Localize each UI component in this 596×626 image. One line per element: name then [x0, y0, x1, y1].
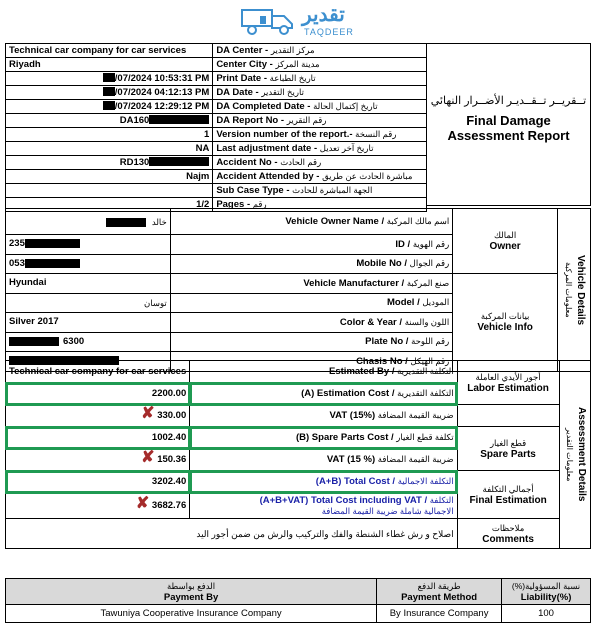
total-vat-value: ✘ 3682.76: [6, 493, 190, 519]
header-label: DA Center - مركز التقدير: [213, 44, 427, 58]
header-value: RD130: [6, 156, 213, 170]
logo-arabic: تقدير: [302, 4, 345, 26]
header-label: Sub Case Type - الجهة المباشرة للحادث: [213, 184, 427, 198]
comments-group: ملاحظات Comments: [457, 519, 559, 549]
header-row: [6, 100, 427, 114]
parts-vat-value: ✘ 150.36: [6, 449, 190, 471]
vehicle-value: خالد: [6, 209, 171, 235]
header-value: Technical car company for car services: [6, 44, 213, 58]
payment-by-header: الدفع بواسطة Payment By: [6, 579, 377, 605]
comments-text: اصلاح و رش غطاء الشنطة والفك والتركيب والرش من ضمن أجور اليد: [6, 519, 458, 549]
spare-parts-cost-label: (B) Spare Parts Cost / تكلفة قطع الغيار: [190, 427, 457, 449]
vehicle-label: Vehicle Manufacturer / صنع المركبة: [170, 274, 452, 294]
redaction: [149, 157, 209, 166]
header-label: Center City - مدينة المركز: [213, 58, 427, 72]
header-label: Last adjustment date - تاريخ آخر تعديل: [213, 142, 427, 156]
vehicle-value: 6300: [6, 332, 171, 352]
header-value: DA160: [6, 114, 213, 128]
redaction: [9, 337, 59, 346]
final-estimation-group: أجمالي التكلفة Final Estimation: [457, 471, 559, 519]
report-title: [427, 43, 591, 206]
redaction: [103, 101, 115, 110]
estimation-cost-label: (A) Estimation Cost / التكلفة التقديرية: [190, 383, 457, 405]
header-value: NA: [6, 142, 213, 156]
header-row: [6, 184, 427, 198]
vehicle-label: ID / رقم الهوية: [170, 235, 452, 255]
vehicle-details-table: [5, 208, 591, 372]
header-label: Accident No - رقم الحادث: [213, 156, 427, 170]
header-row: [6, 44, 427, 58]
assessment-details-section: Assessment Details معلومات التقدير: [559, 361, 590, 549]
reject-x-icon: ✘: [141, 449, 155, 466]
header-row: [6, 86, 427, 100]
header-row: [6, 142, 427, 156]
header-value: /07/2024 04:12:13 PM: [6, 86, 213, 100]
header-value: [6, 184, 213, 198]
estimation-cost-value: 2200.00: [6, 383, 190, 405]
vehicle-value: توسان: [6, 293, 171, 313]
header-value: /07/2024 10:53:31 PM: [6, 72, 213, 86]
vehicle-row: [6, 209, 591, 235]
header-label: DA Report No - رقم التقرير: [213, 114, 427, 128]
total-vat-label: (A+B+VAT) Total Cost including VAT / التكلفة الاجمالية شاملة ضريبة القيمة المضافة: [190, 493, 457, 519]
vehicle-label: Color & Year / اللون والسنة: [170, 313, 452, 333]
header-label: Pages - رقم: [213, 198, 427, 212]
liability-value: 100: [502, 605, 591, 623]
spare-parts-cost-value: 1002.40: [6, 427, 190, 449]
redaction: [106, 218, 146, 227]
estimated-by-value: Technical car company for car services: [6, 361, 190, 383]
assessment-details-table: [5, 360, 591, 549]
vehicle-label: Model / الموديل: [170, 293, 452, 313]
payment-table: [5, 578, 591, 623]
header-row: [6, 170, 427, 184]
total-cost-label: (A+B) Total Cost / التكلفة الاجمالية: [190, 471, 457, 493]
header-label: DA Date - تاريخ التقدير: [213, 86, 427, 100]
header-value: 1: [6, 128, 213, 142]
redaction: [25, 259, 80, 268]
header-row: [6, 128, 427, 142]
payment-method-value: By Insurance Company: [377, 605, 502, 623]
vehicle-value: 235: [6, 235, 171, 255]
vehicle-value: 053: [6, 254, 171, 274]
truck-icon: [240, 6, 300, 36]
liability-header: نسبة المسؤولية(%) Liability(%): [502, 579, 591, 605]
header-label: DA Completed Date - تاريخ إكتمال الحالة: [213, 100, 427, 114]
header-label: Print Date - تاريخ الطباعة: [213, 72, 427, 86]
reject-x-icon: ✘: [141, 405, 155, 422]
logo-english: TAQDEER: [304, 27, 354, 37]
spare-parts-group: قطع الغيار Spare Parts: [457, 427, 559, 471]
header-value: Najm: [6, 170, 213, 184]
redaction: [25, 239, 80, 248]
payment-by-value: Tawuniya Cooperative Insurance Company: [6, 605, 377, 623]
vehicle-label: Plate No / رقم اللوحة: [170, 332, 452, 352]
vehicle-value: Silver 2017: [6, 313, 171, 333]
payment-method-header: طريقة الدفع Payment Method: [377, 579, 502, 605]
vehicle-label: Mobile No / رقم الجوال: [170, 254, 452, 274]
vehicle-info-group: بيانات المركبة Vehicle Info: [453, 274, 558, 372]
header-value: Riyadh: [6, 58, 213, 72]
header-row: [6, 156, 427, 170]
report-title-ar: تــقريــر تــقــديـر الأضــرار النهائي: [430, 95, 587, 107]
owner-group: المالك Owner: [453, 209, 558, 274]
redaction: [103, 87, 115, 96]
redaction: [149, 115, 209, 124]
reject-x-icon: ✘: [135, 495, 150, 512]
header-row: [6, 114, 427, 128]
header-row: [6, 58, 427, 72]
header-label: Version number of the report.- رقم النسخة: [213, 128, 427, 142]
vehicle-label: Chasis No / رقم الهيكل: [170, 352, 452, 372]
redaction: [103, 73, 115, 82]
vehicle-row: [6, 274, 591, 294]
report-title-en-2: Assessment Report: [447, 128, 570, 143]
labor-vat-value: ✘ 330.00: [6, 405, 190, 427]
labor-estimation-group: أجور الأيدي العاملة Labor Estimation: [457, 361, 559, 405]
vehicle-value: Hyundai: [6, 274, 171, 294]
report-title-en-1: Final Damage: [466, 113, 551, 128]
vehicle-details-section: Vehicle Details معلومات المركبة: [558, 209, 591, 372]
parts-vat-label: VAT (15 %) ضريبة القيمة المضافة: [190, 449, 457, 471]
report-header-table: [5, 43, 427, 212]
labor-vat-label: VAT (15%) ضريبة القيمة المضافة: [190, 405, 457, 427]
taqdeer-logo: [240, 2, 370, 40]
header-row: [6, 72, 427, 86]
total-cost-value: 3202.40: [6, 471, 190, 493]
estimated-by-label: Estimated By / التكلفة التقديرية: [190, 361, 457, 383]
header-value: 1/2: [6, 198, 213, 212]
header-label: Accident Attended by - مباشرة الحادث عن طريق: [213, 170, 427, 184]
vehicle-label: Vehicle Owner Name / اسم مالك المركبة: [170, 209, 452, 235]
header-value: /07/2024 12:29:12 PM: [6, 100, 213, 114]
